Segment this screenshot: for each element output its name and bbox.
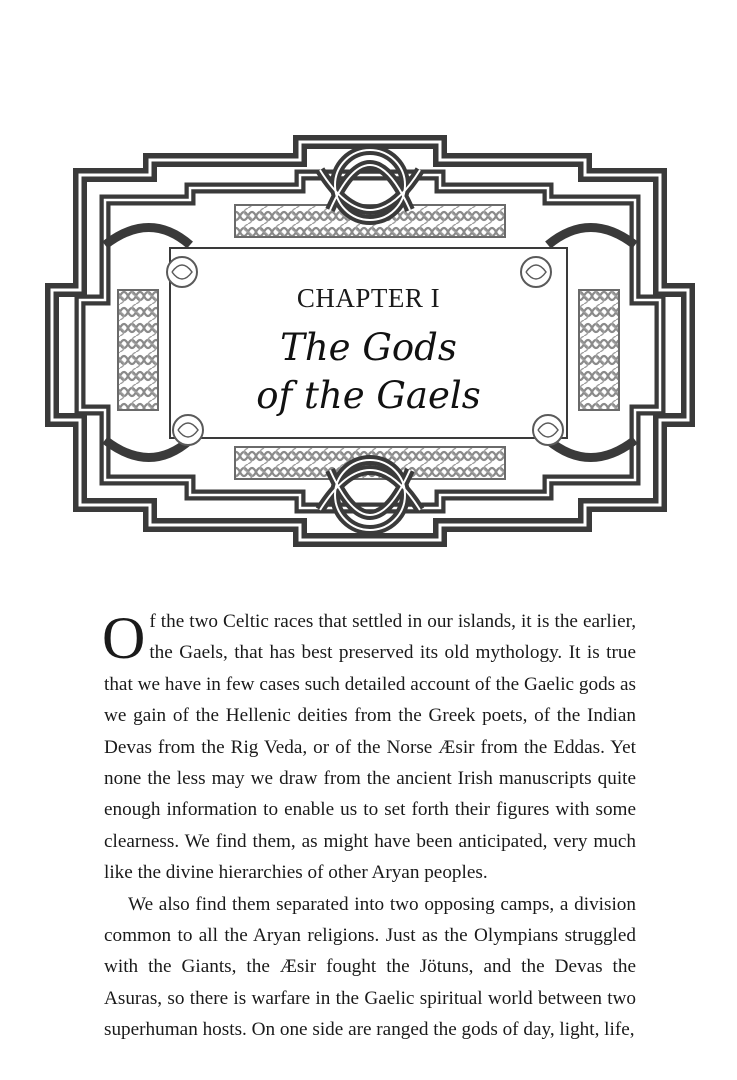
chapter-body <box>104 606 636 1046</box>
paragraph-2: We also find them separated into two opposing camps, a division common to all the Aryan religions. Just as the Olympians struggled with the Giants, the Æsir fought the Jötuns, and the Devas the Asuras, so there is warfare in the Gaelic spiritual world between two superhuman hosts. On one side are ranged the gods of day, light, life, <box>104 893 636 1041</box>
left-knot-panel <box>118 290 158 410</box>
paragraph-1-text: f the two Celtic races that settled in our islands, it is the earlier, the Gaels, that has best preserved its old mythology. It is true that we have in few cases such detailed account of the Gaelic gods as we gain of the Hellenic deities from the Greek poets, of the Indian Devas from the Rig Veda, or of the Norse Æsir from the Eddas. Yet none the less may we draw from the ancient Irish manuscripts quite enough information to enable us to set forth their figures with some clearness. We find them, as might have been anticipated, very much like the divine hierarchies of other Aryan peoples. <box>104 611 636 884</box>
chapter-number: CHAPTER I <box>296 283 441 313</box>
paragraph-1 <box>104 606 636 889</box>
chapter-title <box>180 324 557 420</box>
right-knot-panel <box>579 290 619 410</box>
chapter-title-line-1: The Gods <box>280 326 457 369</box>
chapter-heading <box>180 282 557 420</box>
chapter-title-line-2: of the Gaels <box>256 374 481 417</box>
drop-cap: O <box>102 605 146 671</box>
